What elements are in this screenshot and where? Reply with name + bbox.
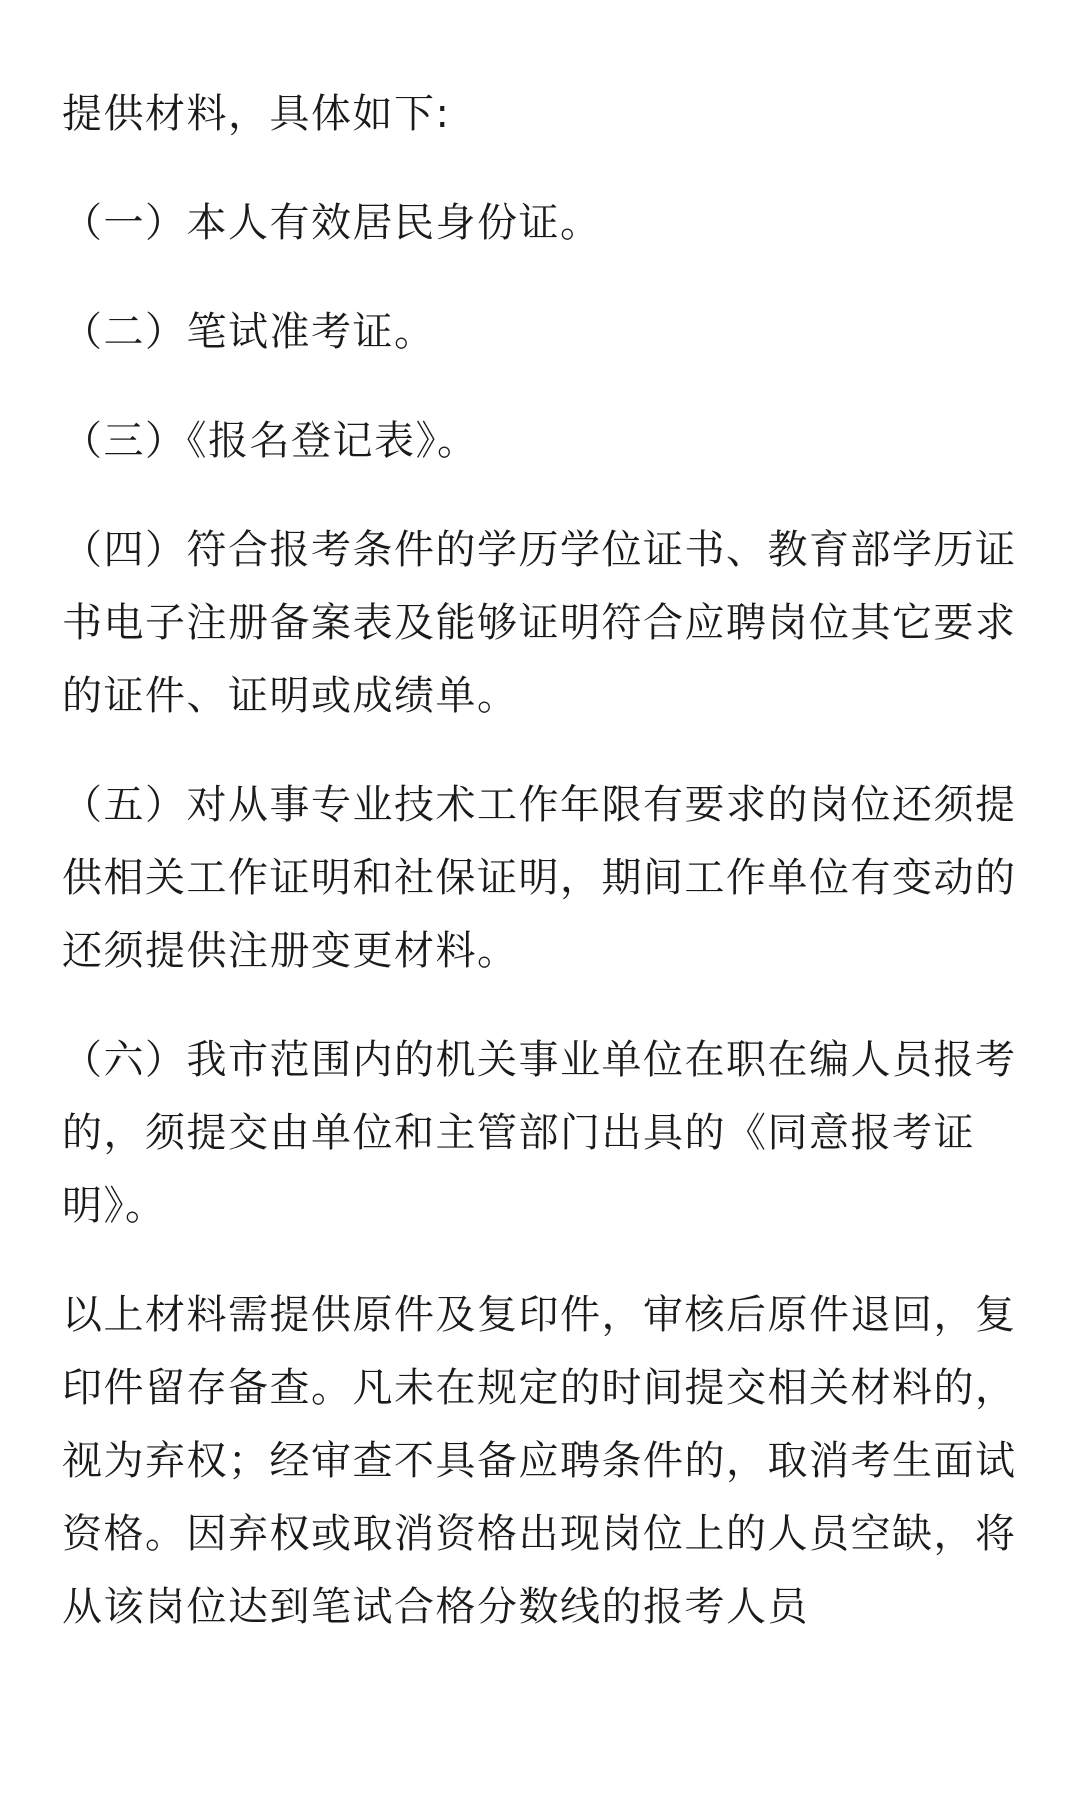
list-item-2: （二）笔试准考证。 bbox=[62, 309, 436, 355]
intro-paragraph: 提供材料，具体如下: bbox=[62, 91, 451, 137]
list-item-3: （三）《报名登记表》。 bbox=[62, 418, 479, 464]
document-body bbox=[62, 78, 1022, 1680]
list-item-5: （五）对从事专业技术工作年限有要求的岗位还须提供相关工作证明和社保证明，期间工作单位有变动的还须提供注册变更材料。 bbox=[62, 782, 1017, 974]
list-item-4: （四）符合报考条件的学历学位证书、教育部学历证书电子注册备案表及能够证明符合应聘岗位其它要求的证件、证明或成绩单。 bbox=[62, 527, 1017, 719]
list-item-6: （六）我市范围内的机关事业单位在职在编人员报考的，须提交由单位和主管部门出具的《同意报考证明》。 bbox=[62, 1037, 1017, 1229]
list-item-1: （一）本人有效居民身份证。 bbox=[62, 200, 602, 246]
closing-paragraph: 以上材料需提供原件及复印件，审核后原件退回，复印件留存备查。凡未在规定的时间提交相关材料的，视为弃权；经审查不具备应聘条件的，取消考生面试资格。因弃权或取消资格出现岗位上的人员空缺，将从该岗位达到笔试合格分数线的报考人员 bbox=[62, 1292, 1017, 1630]
